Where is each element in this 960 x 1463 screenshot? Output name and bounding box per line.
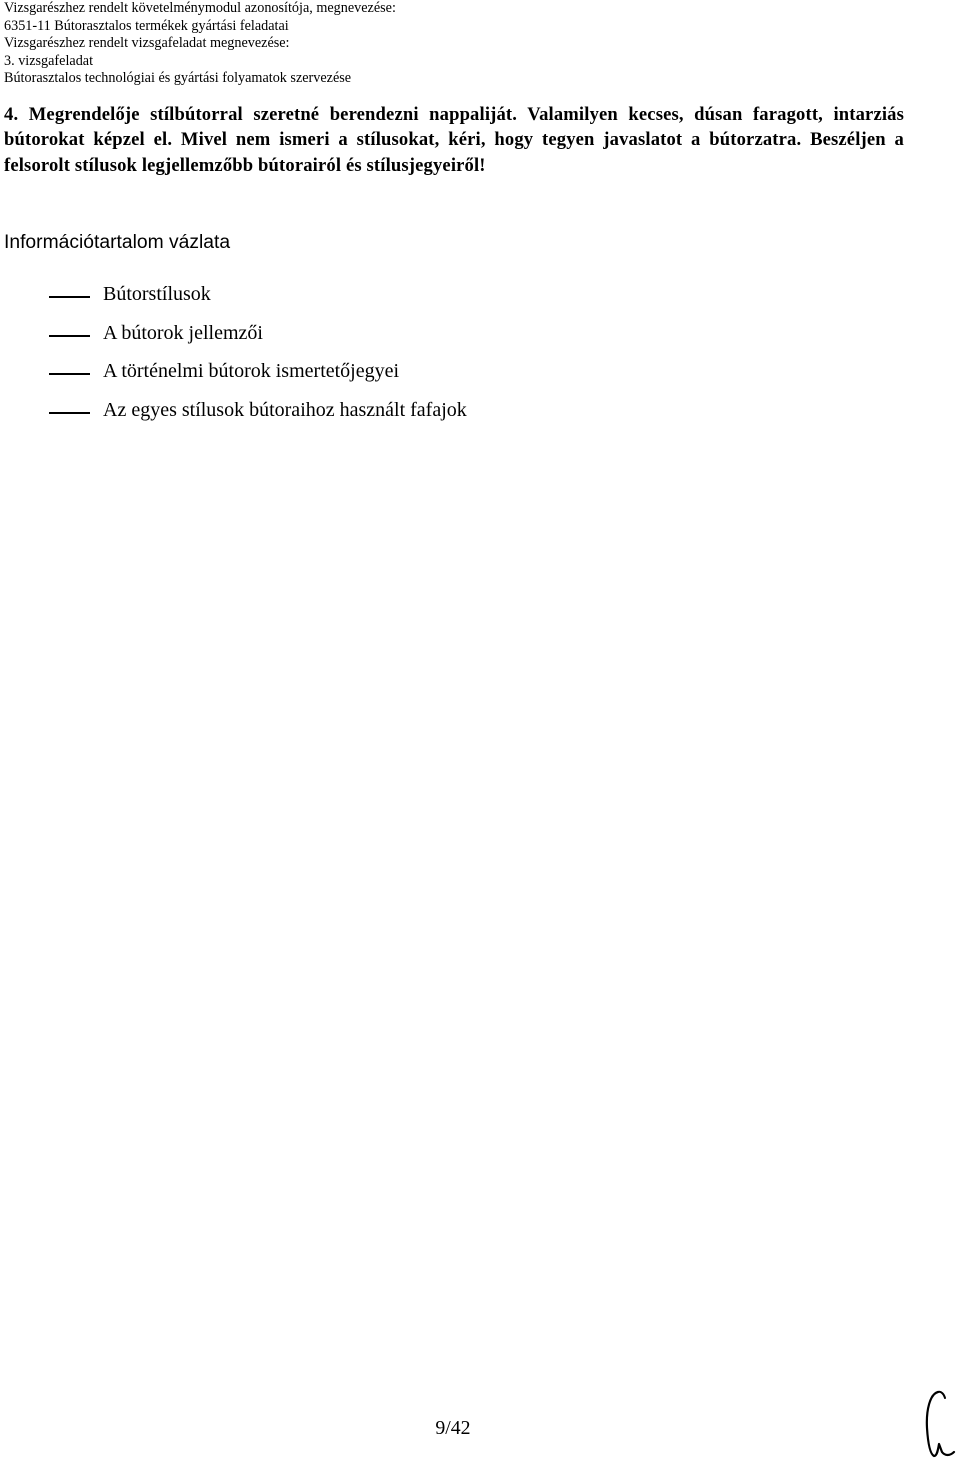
header-line: 6351-11 Bútorasztalos termékek gyártási feladatai [4,17,289,34]
header-line: Vizsgarészhez rendelt vizsgafeladat megnevezése: [4,35,290,51]
outline-item [0,397,700,436]
outline-item [0,281,700,320]
header-line: 3. vizsgafeladat [4,52,94,69]
outline-item [0,320,700,359]
signature-icon [918,1386,958,1460]
header-line: Bútorasztalos technológiai és gyártási folyamatok szervezése [4,70,352,86]
outline-list [0,281,700,436]
outline-item-text: Az egyes stílusok bútoraihoz használt fafajok [103,399,467,422]
dash-bullet-icon [49,335,90,337]
page-number: 9/42 [435,1417,471,1439]
document-header [4,0,944,88]
task-description: 4. Megrendelője stílbútorral szeretné berendezni nappaliját. Valamilyen kecses, dúsan faragott, intarziás bútorokat képzel el. Mivel nem ismeri a stílusokat, kéri, hogy tegyen javaslatot a bútorzatra. Beszéljen a felsorolt stílusok legjellemzőbb bútorairól és stílusjegyeiről! [4,104,904,176]
dash-bullet-icon [49,412,90,414]
dash-bullet-icon [49,296,90,298]
dash-bullet-icon [49,373,90,375]
outline-item-text: Bútorstílusok [103,283,211,305]
outline-item-text: A történelmi bútorok ismertetőjegyei [103,360,400,383]
header-line: Vizsgarészhez rendelt követelménymodul azonosítója, megnevezése: [4,0,396,16]
outline-title: Információtartalom vázlata [4,232,231,253]
outline-item [0,358,700,397]
outline-item-text: A bútorok jellemzői [103,321,263,344]
